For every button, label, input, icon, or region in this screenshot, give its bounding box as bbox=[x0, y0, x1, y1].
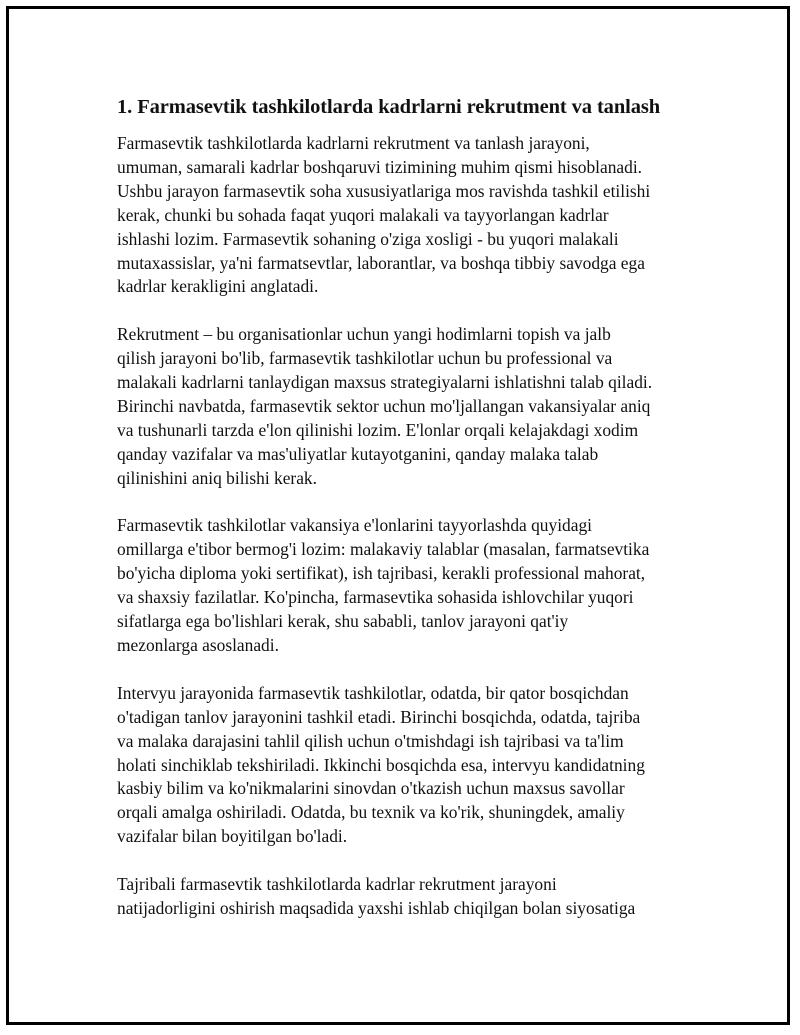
section-heading: 1. Farmasevtik tashkilotlarda kadrlarni rekrutment va tanlash bbox=[117, 96, 661, 118]
text-line: vazifalar bilan boyitilgan bo'ladi. bbox=[117, 826, 348, 847]
paragraph-1 bbox=[117, 132, 697, 299]
text-line: orqali amalga oshiriladi. Odatda, bu texnik va ko'rik, shuningdek, amaliy bbox=[117, 802, 625, 823]
paragraph-3 bbox=[117, 514, 697, 657]
text-line: va shaxsiy fazilatlar. Ko'pincha, farmasevtika sohasida ishlovchilar yuqori bbox=[117, 587, 634, 608]
text-line: bo'yicha diploma yoki sertifikat), ish tajribasi, kerakli professional mahorat, bbox=[117, 563, 646, 584]
paragraph-5 bbox=[117, 873, 697, 921]
document-body bbox=[117, 94, 697, 945]
text-line: mezonlarga asoslanadi. bbox=[117, 635, 279, 655]
text-line: Rekrutment – bu organisationlar uchun yangi hodimlarni topish va jalb bbox=[117, 324, 611, 345]
text-line: holati sinchiklab tekshiriladi. Ikkinchi bosqichda esa, intervyu kandidatning bbox=[117, 754, 645, 775]
text-line: omillarga e'tibor bermog'i lozim: malakaviy talablar (masalan, farmatsevtika bbox=[117, 539, 650, 560]
text-line: malakali kadrlarni tanlaydigan maxsus strategiyalarni ishlatishni talab qiladi. bbox=[117, 372, 653, 393]
text-line: ishlashi lozim. Farmasevtik sohaning o'ziga xosligi - bu yuqori malakali bbox=[117, 228, 619, 249]
text-line: kadrlar kerakligini anglatadi. bbox=[117, 276, 319, 297]
text-line: va tushunarli tarzda e'lon qilinishi lozim. E'lonlar orqali kelajakdagi xodim bbox=[117, 419, 639, 440]
text-line: mutaxassislar, ya'ni farmatsevtlar, laborantlar, va boshqa tibbiy savodga ega bbox=[117, 252, 645, 273]
text-line: Farmasevtik tashkilotlar vakansiya e'lonlarini tayyorlashda quyidagi bbox=[117, 515, 592, 536]
text-line: natijadorligini oshirish maqsadida yaxshi ishlab chiqilgan bolan siyosatiga bbox=[117, 897, 636, 918]
text-line: kasbiy bilim va ko'nikmalarini sinovdan o'tkazish uchun maxsus savollar bbox=[117, 778, 625, 799]
text-line: kerak, chunki bu sohada faqat yuqori malakali va tayyorlangan kadrlar bbox=[117, 204, 609, 225]
text-line: Birinchi navbatda, farmasevtik sektor uchun mo'ljallangan vakansiyalar aniq bbox=[117, 395, 651, 416]
text-line: Ushbu jarayon farmasevtik soha xususiyatlariga mos ravishda tashkil etilishi bbox=[117, 180, 651, 201]
text-line: o'tadigan tanlov jarayonini tashkil etadi. Birinchi bosqichda, odatda, tajriba bbox=[117, 706, 641, 727]
text-line: Farmasevtik tashkilotlarda kadrlarni rekrutment va tanlash jarayoni, bbox=[117, 133, 590, 153]
text-line: Tajribali farmasevtik tashkilotlarda kadrlar rekrutment jarayoni bbox=[117, 874, 557, 895]
paragraph-4 bbox=[117, 682, 697, 849]
text-line: umuman, samarali kadrlar boshqaruvi tizimining muhim qismi hisoblanadi. bbox=[117, 156, 643, 177]
paragraph-2 bbox=[117, 323, 697, 490]
text-line: va malaka darajasini tahlil qilish uchun o'tmishdagi ish tajribasi va ta'lim bbox=[117, 730, 624, 751]
text-line: qilish jarayoni bo'lib, farmasevtik tashkilotlar uchun bu professional va bbox=[117, 348, 613, 369]
text-line: qanday vazifalar va mas'uliyatlar kutayotganini, qanday malaka talab bbox=[117, 443, 599, 464]
text-line: qilinishini aniq bilishi kerak. bbox=[117, 467, 317, 488]
text-line: sifatlarga ega bo'lishlari kerak, shu sababli, tanlov jarayoni qat'iy bbox=[117, 611, 569, 632]
text-line: Intervyu jarayonida farmasevtik tashkilotlar, odatda, bir qator bosqichdan bbox=[117, 682, 629, 703]
